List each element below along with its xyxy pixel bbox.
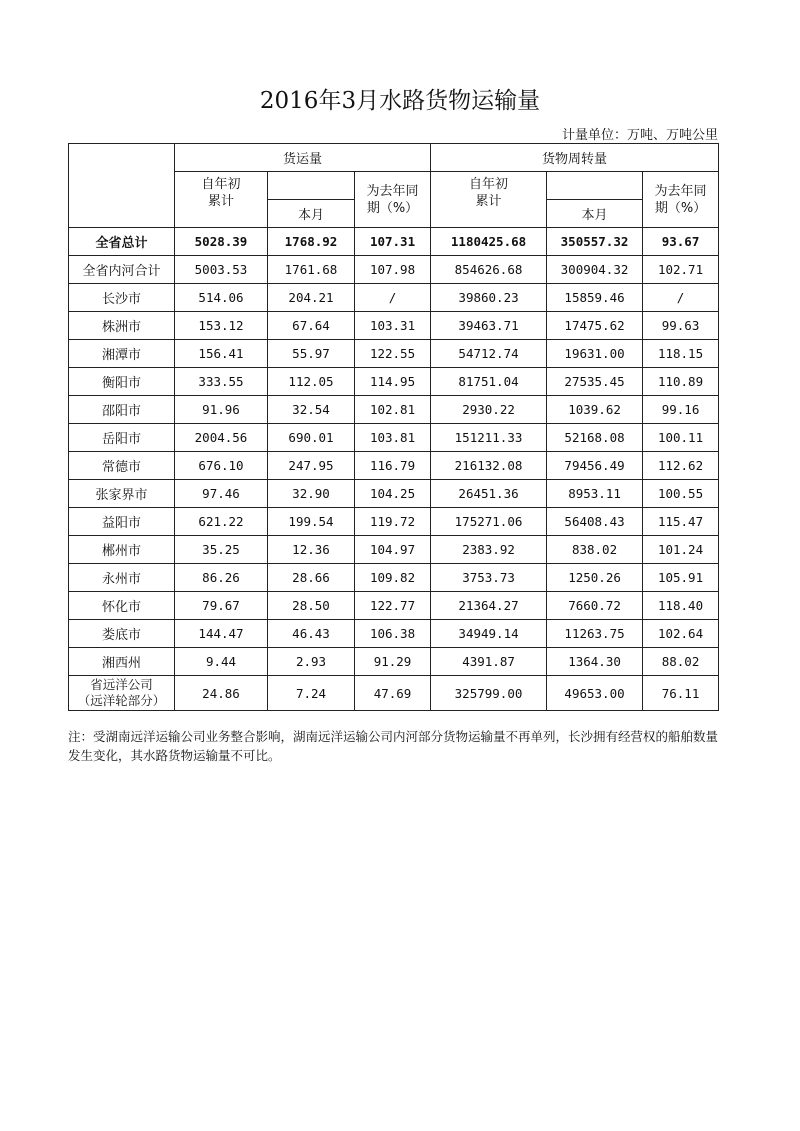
vol-month-header: 本月 [268, 200, 355, 228]
vol-cumulative-cell: 5003.53 [175, 256, 268, 284]
vol-yoy-cell: 106.38 [355, 620, 431, 648]
turn-month-cell: 1364.30 [547, 648, 643, 676]
vol-yoy-cell: 91.29 [355, 648, 431, 676]
vol-yoy-line2: 期（%） [366, 200, 419, 216]
vol-cumulative-cell: 153.12 [175, 312, 268, 340]
vol-month-spacer [268, 172, 355, 200]
vol-cumulative-line2: 累计 [207, 194, 234, 209]
vol-yoy-cell: 122.55 [355, 340, 431, 368]
region-cell: 衡阳市 [69, 368, 175, 396]
table-row [69, 340, 719, 368]
vol-yoy-cell: 47.69 [355, 676, 431, 711]
turn-yoy-cell: 100.55 [643, 480, 719, 508]
vol-month-cell: 46.43 [268, 620, 355, 648]
vol-yoy-cell: 102.81 [355, 396, 431, 424]
region-cell: 娄底市 [69, 620, 175, 648]
turn-cumulative-cell: 39860.23 [431, 284, 547, 312]
vol-cumulative-cell: 91.96 [175, 396, 268, 424]
turn-cumulative-cell: 4391.87 [431, 648, 547, 676]
vol-cumulative-cell: 79.67 [175, 592, 268, 620]
turn-cumulative-line2: 累计 [475, 194, 502, 209]
vol-yoy-cell: 104.25 [355, 480, 431, 508]
table-row [69, 480, 719, 508]
turn-month-cell: 56408.43 [547, 508, 643, 536]
turn-cumulative-cell: 2383.92 [431, 536, 547, 564]
footnote: 注：受湖南远洋运输公司业务整合影响，湖南远洋运输公司内河部分货物运输量不再单列，长沙拥有经营权的船舶数量发生变化，其水路货物运输量不可比。 [68, 729, 719, 763]
unit-label: 计量单位：万吨、万吨公里 [561, 128, 718, 143]
region-cell: 张家界市 [69, 480, 175, 508]
turn-yoy-cell: / [643, 284, 719, 312]
turn-yoy-cell: 105.91 [643, 564, 719, 592]
turn-yoy-cell: 88.02 [643, 648, 719, 676]
region-cell: 益阳市 [69, 508, 175, 536]
vol-month-cell: 32.54 [268, 396, 355, 424]
vol-month-cell: 690.01 [268, 424, 355, 452]
vol-month-cell: 55.97 [268, 340, 355, 368]
turn-yoy-header [643, 172, 719, 228]
table-row [69, 536, 719, 564]
vol-yoy-cell: 107.98 [355, 256, 431, 284]
turn-month-cell: 1039.62 [547, 396, 643, 424]
region-cell: 株洲市 [69, 312, 175, 340]
turn-month-header: 本月 [547, 200, 643, 228]
vol-yoy-cell: 104.97 [355, 536, 431, 564]
vol-cumulative-header [175, 172, 268, 228]
turn-cumulative-cell: 81751.04 [431, 368, 547, 396]
vol-cumulative-cell: 333.55 [175, 368, 268, 396]
table-row [69, 396, 719, 424]
vol-cumulative-cell: 5028.39 [175, 228, 268, 256]
turn-month-cell: 79456.49 [547, 452, 643, 480]
vol-yoy-cell: 119.72 [355, 508, 431, 536]
turn-yoy-cell: 100.11 [643, 424, 719, 452]
turn-cumulative-cell: 54712.74 [431, 340, 547, 368]
table-row [69, 564, 719, 592]
turn-yoy-cell: 93.67 [643, 228, 719, 256]
turn-yoy-cell: 99.16 [643, 396, 719, 424]
vol-cumulative-cell: 35.25 [175, 536, 268, 564]
vol-cumulative-cell: 2004.56 [175, 424, 268, 452]
vol-yoy-cell: 103.31 [355, 312, 431, 340]
region-cell: 常德市 [69, 452, 175, 480]
vol-cumulative-cell: 621.22 [175, 508, 268, 536]
turn-yoy-cell: 110.89 [643, 368, 719, 396]
vol-cumulative-cell: 514.06 [175, 284, 268, 312]
vol-cumulative-cell: 9.44 [175, 648, 268, 676]
vol-yoy-cell: 109.82 [355, 564, 431, 592]
turn-month-cell: 838.02 [547, 536, 643, 564]
vol-cumulative-cell: 676.10 [175, 452, 268, 480]
turn-cumulative-line1: 自年初 [469, 177, 509, 192]
vol-month-cell: 247.95 [268, 452, 355, 480]
vol-month-cell: 12.36 [268, 536, 355, 564]
table-row [69, 312, 719, 340]
vol-cumulative-line1: 自年初 [201, 177, 241, 192]
vol-yoy-cell: / [355, 284, 431, 312]
region-line2: （远洋轮部分） [77, 693, 166, 708]
turn-month-cell: 7660.72 [547, 592, 643, 620]
vol-month-cell: 28.50 [268, 592, 355, 620]
turn-cumulative-cell: 216132.08 [431, 452, 547, 480]
header-row-top [69, 144, 719, 172]
vol-month-cell: 67.64 [268, 312, 355, 340]
vol-month-cell: 199.54 [268, 508, 355, 536]
turn-yoy-line1: 为去年同 [654, 183, 707, 199]
turn-cumulative-cell: 34949.14 [431, 620, 547, 648]
turn-cumulative-header [431, 172, 547, 228]
vol-month-cell: 28.66 [268, 564, 355, 592]
turn-month-cell: 1250.26 [547, 564, 643, 592]
turn-month-cell: 19631.00 [547, 340, 643, 368]
turn-cumulative-cell: 21364.27 [431, 592, 547, 620]
vol-cumulative-cell: 97.46 [175, 480, 268, 508]
vol-yoy-cell: 116.79 [355, 452, 431, 480]
turn-cumulative-cell: 175271.06 [431, 508, 547, 536]
vol-month-cell: 112.05 [268, 368, 355, 396]
turn-month-cell: 8953.11 [547, 480, 643, 508]
region-cell: 岳阳市 [69, 424, 175, 452]
vol-yoy-cell: 103.81 [355, 424, 431, 452]
vol-cumulative-cell: 156.41 [175, 340, 268, 368]
region-cell: 湘潭市 [69, 340, 175, 368]
table-row [69, 368, 719, 396]
region-cell: 永州市 [69, 564, 175, 592]
turn-month-cell: 300904.32 [547, 256, 643, 284]
turn-cumulative-cell: 854626.68 [431, 256, 547, 284]
region-cell: 长沙市 [69, 284, 175, 312]
turn-yoy-cell: 102.64 [643, 620, 719, 648]
table-row [69, 620, 719, 648]
region-cell: 怀化市 [69, 592, 175, 620]
region-cell: 邵阳市 [69, 396, 175, 424]
vol-cumulative-cell: 144.47 [175, 620, 268, 648]
turn-cumulative-cell: 26451.36 [431, 480, 547, 508]
turn-cumulative-cell: 151211.33 [431, 424, 547, 452]
turn-month-cell: 15859.46 [547, 284, 643, 312]
vol-month-cell: 2.93 [268, 648, 355, 676]
turn-month-cell: 52168.08 [547, 424, 643, 452]
turn-yoy-cell: 118.15 [643, 340, 719, 368]
table-row [69, 228, 719, 256]
turn-yoy-cell: 115.47 [643, 508, 719, 536]
vol-yoy-cell: 114.95 [355, 368, 431, 396]
freight-table [68, 143, 719, 711]
turn-yoy-cell: 112.62 [643, 452, 719, 480]
turn-month-cell: 27535.45 [547, 368, 643, 396]
turn-month-spacer [547, 172, 643, 200]
table-row [69, 452, 719, 480]
region-line1: 省远洋公司 [90, 677, 153, 692]
region-cell: 郴州市 [69, 536, 175, 564]
turn-yoy-cell: 99.63 [643, 312, 719, 340]
region-cell [69, 676, 175, 711]
region-cell: 全省内河合计 [69, 256, 175, 284]
table-row [69, 424, 719, 452]
vol-cumulative-cell: 24.86 [175, 676, 268, 711]
table-row [69, 648, 719, 676]
turn-yoy-line2: 期（%） [654, 200, 707, 216]
table-row [69, 676, 719, 711]
vol-month-cell: 204.21 [268, 284, 355, 312]
turn-month-cell: 17475.62 [547, 312, 643, 340]
vol-yoy-cell: 122.77 [355, 592, 431, 620]
vol-yoy-header [355, 172, 431, 228]
vol-cumulative-cell: 86.26 [175, 564, 268, 592]
turn-cumulative-cell: 325799.00 [431, 676, 547, 711]
turn-cumulative-cell: 2930.22 [431, 396, 547, 424]
table-row [69, 284, 719, 312]
turn-cumulative-cell: 1180425.68 [431, 228, 547, 256]
vol-yoy-cell: 107.31 [355, 228, 431, 256]
table-row [69, 256, 719, 284]
freight-volume-header: 货运量 [175, 144, 431, 172]
vol-yoy-line1: 为去年同 [366, 183, 419, 199]
turn-month-cell: 11263.75 [547, 620, 643, 648]
region-header [69, 144, 175, 228]
turn-yoy-cell: 101.24 [643, 536, 719, 564]
turn-cumulative-cell: 39463.71 [431, 312, 547, 340]
vol-month-cell: 1761.68 [268, 256, 355, 284]
table-row [69, 508, 719, 536]
vol-month-cell: 7.24 [268, 676, 355, 711]
region-cell: 湘西州 [69, 648, 175, 676]
turn-yoy-cell: 76.11 [643, 676, 719, 711]
turn-month-cell: 49653.00 [547, 676, 643, 711]
turn-month-cell: 350557.32 [547, 228, 643, 256]
turn-yoy-cell: 118.40 [643, 592, 719, 620]
region-cell: 全省总计 [69, 228, 175, 256]
table-row [69, 592, 719, 620]
turn-yoy-cell: 102.71 [643, 256, 719, 284]
vol-month-cell: 1768.92 [268, 228, 355, 256]
turnover-header: 货物周转量 [431, 144, 719, 172]
vol-month-cell: 32.90 [268, 480, 355, 508]
turn-cumulative-cell: 3753.73 [431, 564, 547, 592]
page-title: 2016年3月水路货物运输量 [259, 88, 541, 114]
